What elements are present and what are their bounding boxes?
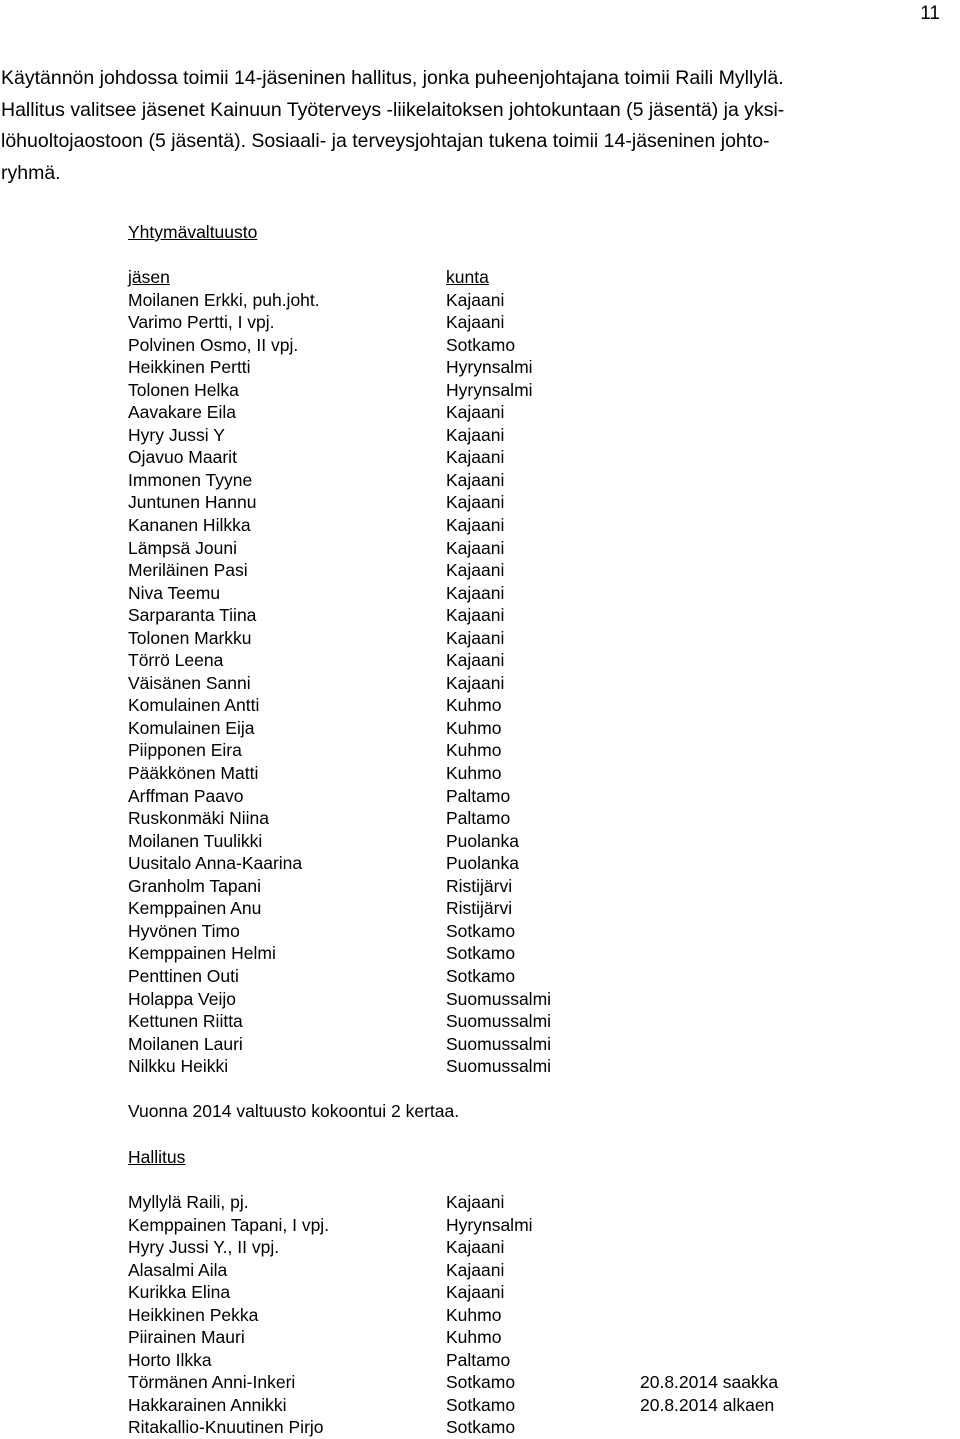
member-name: Uusitalo Anna-Kaarina bbox=[128, 853, 303, 874]
member-name: Myllylä Raili, pj. bbox=[128, 1192, 249, 1212]
member-name: Niva Teemu bbox=[128, 582, 221, 603]
member-name: Kemppainen Tapani, I vpj. bbox=[128, 1214, 330, 1235]
member-name: Varimo Pertti, I vpj. bbox=[128, 312, 275, 333]
member-name: Kemppainen Anu bbox=[128, 898, 262, 919]
member-kunta: Sotkamo bbox=[446, 920, 516, 941]
member-kunta: Kuhmo bbox=[446, 695, 502, 716]
member-kunta: Sotkamo bbox=[446, 943, 516, 964]
member-name: Kurikka Elina bbox=[128, 1282, 231, 1303]
member-kunta: Kuhmo bbox=[446, 717, 502, 738]
member-name: Komulainen Antti bbox=[128, 695, 260, 716]
intro-line: löhuoltojaostoon (5 jäsentä). Sosiaali- ja terveysjohtajan tukena toimii 14-jäseninen johto- bbox=[1, 130, 770, 152]
member-kunta: Paltamo bbox=[446, 808, 511, 829]
member-name: Nilkku Heikki bbox=[128, 1056, 229, 1077]
member-kunta: Kajaani bbox=[446, 312, 505, 333]
member-name: Tolonen Markku bbox=[128, 627, 252, 648]
member-kunta: Kajaani bbox=[446, 560, 505, 581]
member-name: Tolonen Helka bbox=[128, 379, 239, 400]
member-name: Lämpsä Jouni bbox=[128, 537, 237, 558]
member-name: Pääkkönen Matti bbox=[128, 763, 259, 784]
page-number: 11 bbox=[920, 3, 940, 24]
member-name: Hyry Jussi Y., II vpj. bbox=[128, 1237, 280, 1258]
member-kunta: Puolanka bbox=[446, 830, 519, 851]
member-kunta: Kajaani bbox=[446, 492, 505, 513]
valtuusto-title: Yhtymävaltuusto bbox=[128, 222, 258, 242]
member-kunta: Kuhmo bbox=[446, 1304, 502, 1325]
member-name: Moilanen Tuulikki bbox=[128, 830, 263, 851]
member-name: Alasalmi Aila bbox=[128, 1259, 228, 1280]
member-name: Horto Ilkka bbox=[128, 1349, 212, 1370]
member-kunta: Suomussalmi bbox=[446, 1056, 552, 1077]
intro-line: Käytännön johdossa toimii 14-jäseninen hallitus, jonka puheenjohtajana toimii Raili Myllylä. bbox=[1, 67, 784, 89]
member-name: Törmänen Anni-Inkeri bbox=[128, 1372, 296, 1393]
member-kunta: Sotkamo bbox=[446, 1417, 516, 1438]
member-kunta: Kajaani bbox=[446, 627, 505, 648]
member-kunta: Suomussalmi bbox=[446, 1011, 552, 1032]
member-term-note: 20.8.2014 saakka bbox=[640, 1372, 779, 1393]
intro-line: ryhmä. bbox=[1, 161, 61, 184]
member-name: Sarparanta Tiina bbox=[128, 605, 257, 626]
member-name: Immonen Tyyne bbox=[128, 469, 253, 490]
member-name: Polvinen Osmo, II vpj. bbox=[128, 334, 299, 355]
member-name: Granholm Tapani bbox=[128, 875, 261, 896]
member-kunta: Kajaani bbox=[446, 1192, 505, 1212]
member-name: Törrö Leena bbox=[128, 650, 224, 671]
member-name: Aavakare Eila bbox=[128, 402, 236, 423]
member-kunta: Sotkamo bbox=[446, 965, 516, 986]
member-kunta: Hyrynsalmi bbox=[446, 357, 533, 378]
member-kunta: Ristijärvi bbox=[446, 898, 513, 919]
member-kunta: Kuhmo bbox=[446, 740, 502, 761]
member-kunta: Kajaani bbox=[446, 402, 505, 423]
member-kunta: Kajaani bbox=[446, 1259, 505, 1280]
intro-line: Hallitus valitsee jäsenet Kainuun Työterveys -liikelaitoksen johtokuntaan (5 jäsentä) ja yksi- bbox=[1, 98, 785, 121]
member-term-note: 20.8.2014 alkaen bbox=[640, 1394, 775, 1415]
member-kunta: Kajaani bbox=[446, 1237, 505, 1258]
member-name: Hyry Jussi Y bbox=[128, 424, 225, 445]
member-name: Hyvönen Timo bbox=[128, 920, 240, 941]
member-kunta: Ristijärvi bbox=[446, 875, 513, 896]
member-name: Moilanen Erkki, puh.joht. bbox=[128, 289, 320, 310]
column-header-name: jäsen bbox=[128, 267, 170, 287]
member-kunta: Kajaani bbox=[446, 582, 505, 603]
member-name: Heikkinen Pekka bbox=[128, 1304, 259, 1325]
member-kunta: Kajaani bbox=[446, 469, 505, 490]
member-kunta: Suomussalmi bbox=[446, 988, 552, 1009]
member-name: Komulainen Eija bbox=[128, 717, 255, 738]
member-kunta: Paltamo bbox=[446, 785, 511, 806]
member-name: Moilanen Lauri bbox=[128, 1033, 243, 1054]
member-kunta: Kajaani bbox=[446, 447, 505, 468]
member-kunta: Kajaani bbox=[446, 289, 505, 310]
member-kunta: Kajaani bbox=[446, 1282, 505, 1303]
member-name: Väisänen Sanni bbox=[128, 672, 251, 693]
member-kunta: Puolanka bbox=[446, 853, 519, 874]
member-name: Holappa Veijo bbox=[128, 988, 236, 1009]
member-kunta: Kajaani bbox=[446, 515, 505, 536]
member-kunta: Kajaani bbox=[446, 537, 505, 558]
hallitus-title: Hallitus bbox=[128, 1147, 186, 1167]
member-kunta: Kajaani bbox=[446, 650, 505, 671]
member-kunta: Hyrynsalmi bbox=[446, 379, 533, 400]
member-kunta: Kajaani bbox=[446, 424, 505, 445]
member-name: Ojavuo Maarit bbox=[128, 447, 237, 468]
member-name: Ruskonmäki Niina bbox=[128, 808, 270, 829]
member-kunta: Kajaani bbox=[446, 605, 505, 626]
member-name: Heikkinen Pertti bbox=[128, 357, 251, 378]
member-name: Ritakallio-Knuutinen Pirjo bbox=[128, 1417, 324, 1438]
member-kunta: Kajaani bbox=[446, 672, 505, 693]
valtuusto-meeting-note: Vuonna 2014 valtuusto kokoontui 2 kertaa. bbox=[128, 1101, 460, 1121]
member-kunta: Sotkamo bbox=[446, 1394, 516, 1415]
member-kunta: Paltamo bbox=[446, 1349, 511, 1370]
member-kunta: Sotkamo bbox=[446, 334, 516, 355]
member-kunta: Kuhmo bbox=[446, 763, 502, 784]
member-kunta: Kuhmo bbox=[446, 1327, 502, 1348]
member-kunta: Suomussalmi bbox=[446, 1033, 552, 1054]
member-name: Meriläinen Pasi bbox=[128, 560, 248, 581]
member-name: Kananen Hilkka bbox=[128, 515, 251, 536]
member-name: Piipponen Eira bbox=[128, 740, 242, 761]
member-kunta: Hyrynsalmi bbox=[446, 1214, 533, 1235]
column-header-kunta: kunta bbox=[446, 267, 489, 287]
member-name: Penttinen Outi bbox=[128, 965, 239, 986]
intro-paragraph bbox=[1, 63, 953, 189]
member-kunta: Sotkamo bbox=[446, 1372, 516, 1393]
member-name: Piirainen Mauri bbox=[128, 1327, 245, 1348]
member-name: Arffman Paavo bbox=[128, 785, 244, 806]
member-name: Juntunen Hannu bbox=[128, 492, 257, 513]
member-name: Hakkarainen Annikki bbox=[128, 1394, 287, 1415]
member-name: Kemppainen Helmi bbox=[128, 943, 276, 964]
member-name: Kettunen Riitta bbox=[128, 1011, 243, 1032]
